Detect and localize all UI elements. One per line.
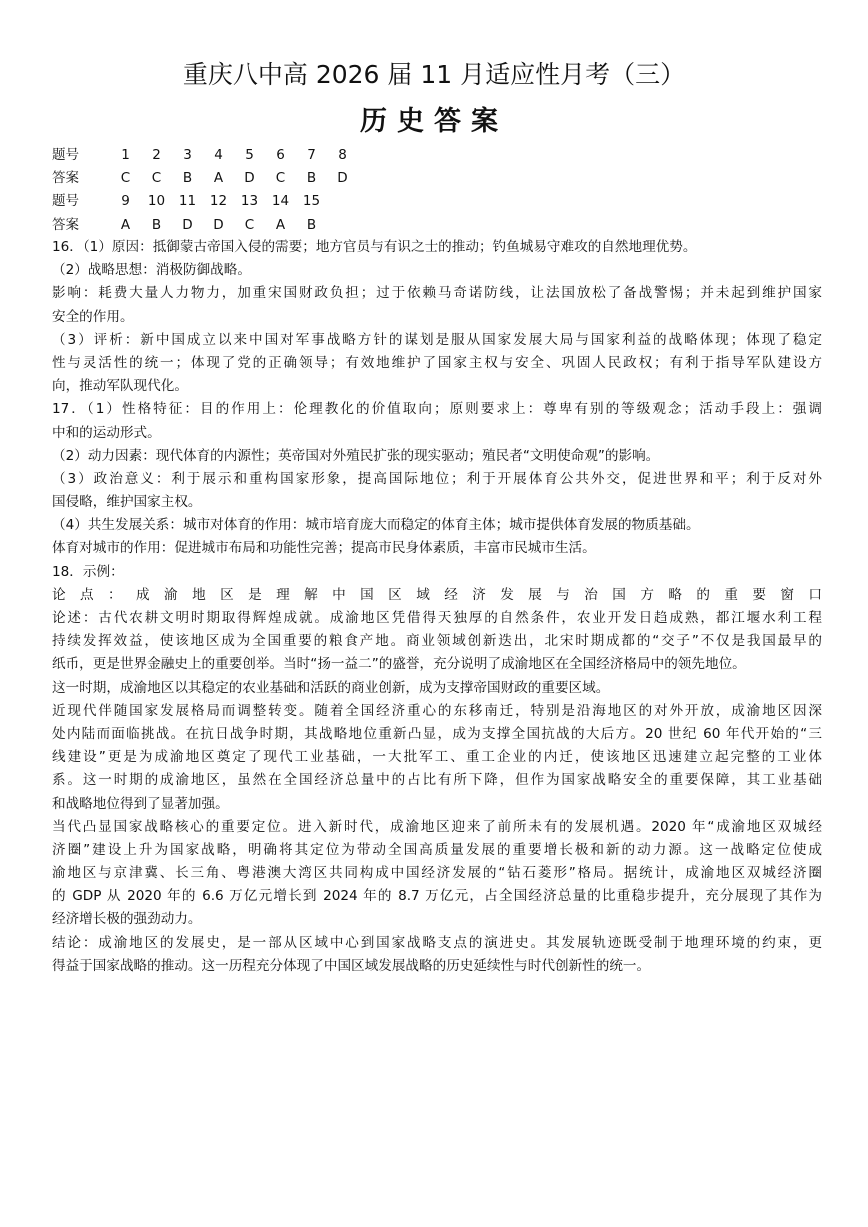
answer-table-cell: 10 — [147, 193, 166, 210]
body-line: 18．示例： — [52, 563, 124, 580]
body-line: （2）战略思想：消极防御战略。 — [52, 262, 251, 279]
answer-table-cell: 9 — [121, 193, 130, 210]
body-line: 经济增长极的强劲动力。 — [52, 911, 202, 928]
answer-table-row — [52, 214, 358, 237]
body-line: 纸币，更是世界金融史上的重要创举。当时“扬一益二”的盛誉，充分说明了成渝地区在全国经济格局中的领先地位。 — [52, 656, 746, 673]
body-line: 向，推动军队现代化。 — [52, 378, 188, 395]
body-line: 这一时期，成渝地区以其稳定的农业基础和活跃的商业创新，成为支撑帝国财政的重要区域。 — [52, 679, 610, 696]
body-line: 论点：成渝地区是理解中国区域经济发展与治国方略的重要窗口 — [52, 586, 822, 603]
body-line: 济圈”建设上升为国家战略，明确将其定位为带动全国高质量发展的重要增长极和新的动力源。这一战略定位使成 — [52, 841, 822, 858]
answer-table-row-label: 答案 — [52, 216, 79, 233]
answer-table-cell: 12 — [209, 193, 228, 210]
body-line: 的 GDP 从 2020 年的 6.6 万亿元增长到 2024 年的 8.7 万亿元，占全国经济总量的比重稳步提升，充分展现了其作为 — [52, 888, 822, 905]
body-line: 17．（1）性格特征：目的作用上：伦理教化的价值取向；原则要求上：尊卑有别的等级观念；活动手段上：强调 — [52, 401, 822, 418]
answer-table-cell: 8 — [338, 147, 347, 163]
answer-table-row-label: 题号 — [52, 147, 79, 163]
body-line: 处内陆而面临挑战。在抗日战争时期，其战略地位重新凸显，成为支撑全国抗战的大后方。20 世纪 60 年代开始的“三 — [52, 725, 822, 742]
answer-table-cell: 4 — [214, 147, 223, 163]
answer-table-cell: C — [120, 170, 131, 187]
answer-table-cell: 13 — [240, 193, 259, 210]
answer-body — [52, 236, 822, 978]
answer-table-cell: D — [213, 216, 224, 233]
answer-table-cell: 11 — [178, 193, 197, 210]
body-line: 线建设”更是为成渝地区奠定了现代工业基础，一大批军工、重工企业的内迁，使该地区迅速建立起完整的工业体 — [52, 749, 822, 766]
answer-table-cell: 1 — [121, 147, 130, 163]
page-title: 重庆八中高 2026 届 11 月适应性月考（三） — [182, 60, 686, 89]
body-line: 结论：成渝地区的发展史，是一部从区域中心到国家战略支点的演进史。其发展轨迹既受制于地理环境的约束，更 — [52, 934, 822, 951]
body-line: 当代凸显国家战略核心的重要定位。进入新时代，成渝地区迎来了前所未有的发展机遇。2020 年“成渝地区双城经 — [52, 818, 822, 835]
body-line: 国侵略，维护国家主权。 — [52, 494, 202, 511]
body-line: 近现代伴随国家发展格局而调整转变。随着全国经济重心的东移南迁，特别是沿海地区的对外开放，成渝地区因深 — [52, 702, 822, 719]
body-line: （3）政治意义：利于展示和重构国家形象，提高国际地位；利于开展体育公共外交，促进世界和平；利于反对外 — [52, 470, 822, 487]
answer-table-cell: C — [151, 170, 162, 187]
answer-table-cell: D — [244, 170, 255, 187]
body-line: 论述：古代农耕文明时期取得辉煌成就。成渝地区凭借得天独厚的自然条件，农业开发日趋成熟，都江堰水利工程 — [52, 610, 822, 626]
body-line: 影响：耗费大量人力物力，加重宋国财政负担；过于依赖马奇诺防线，让法国放松了备战警惕；并未起到维护国家 — [52, 285, 822, 302]
answer-table-cell: D — [337, 170, 348, 187]
answer-table-cell: B — [306, 170, 317, 187]
answer-table-cell: 6 — [276, 147, 285, 163]
answer-table-cell: C — [244, 216, 255, 233]
body-line: 安全的作用。 — [52, 308, 134, 325]
body-line: 性与灵活性的统一；体现了党的正确领导；有效地维护了国家主权与安全、巩固人民政权；有利于指导军队建设方 — [52, 354, 822, 371]
body-line: 持续发挥效益，使该地区成为全国重要的粮食产地。商业领域创新迭出，北宋时期成都的“交子”不仅是我国最早的 — [52, 633, 822, 650]
answer-table-cell: D — [182, 216, 193, 233]
body-line: 16．（1）原因：抵御蒙古帝国入侵的需要；地方官员与有识之士的推动；钓鱼城易守难攻的自然地理优势。 — [52, 239, 697, 255]
body-line: 中和的运动形式。 — [52, 424, 161, 441]
body-line: 得益于国家战略的推动。这一历程充分体现了中国区域发展战略的历史延续性与时代创新性的统一。 — [52, 957, 651, 974]
answer-table-cell: C — [275, 170, 286, 187]
answer-table-cell: B — [151, 216, 162, 233]
answer-table-cell: A — [120, 216, 131, 233]
body-line: 渝地区与京津冀、长三角、粤港澳大湾区共同构成中国经济发展的“钻石菱形”格局。据统计，成渝地区双城经济圈 — [52, 865, 822, 882]
answer-table-row — [52, 167, 358, 190]
answer-table-cell: B — [306, 216, 317, 233]
body-line: （3）评析：新中国成立以来中国对军事战略方针的谋划是服从国家发展大局与国家利益的战略体现；体现了稳定 — [52, 331, 822, 348]
body-line: 体育对城市的作用：促进城市布局和功能性完善；提高市民身体素质，丰富市民城市生活。 — [52, 540, 596, 557]
answer-table-cell: A — [275, 216, 286, 233]
answer-table-cell: 14 — [271, 193, 290, 210]
answer-table-row-label: 题号 — [52, 193, 79, 210]
body-line: （2）动力因素：现代体育的内源性；英帝国对外殖民扩张的现实驱动；殖民者“文明使命观”的影响。 — [52, 447, 660, 464]
answer-table-row-label: 答案 — [52, 170, 79, 187]
answer-table — [52, 144, 358, 237]
answer-table-cell: 7 — [307, 147, 316, 163]
answer-table-cell: A — [213, 170, 224, 187]
answer-table-cell: 5 — [245, 147, 254, 163]
body-line: 系。这一时期的成渝地区，虽然在全国经济总量中的占比有所下降，但作为国家战略安全的重要保障，其工业基础 — [52, 772, 822, 789]
answer-table-cell: B — [182, 170, 193, 187]
page-subtitle: 历史答案 — [360, 106, 508, 137]
answer-table-row — [52, 144, 358, 167]
answer-table-cell: 15 — [302, 193, 321, 210]
answer-table-cell: 3 — [183, 147, 192, 163]
answer-table-cell: 2 — [152, 147, 161, 163]
body-line: 和战略地位得到了显著加强。 — [52, 795, 229, 812]
answer-table-row — [52, 190, 358, 213]
body-line: （4）共生发展关系：城市对体育的作用：城市培育庞大而稳定的体育主体；城市提供体育发展的物质基础。 — [52, 517, 700, 534]
